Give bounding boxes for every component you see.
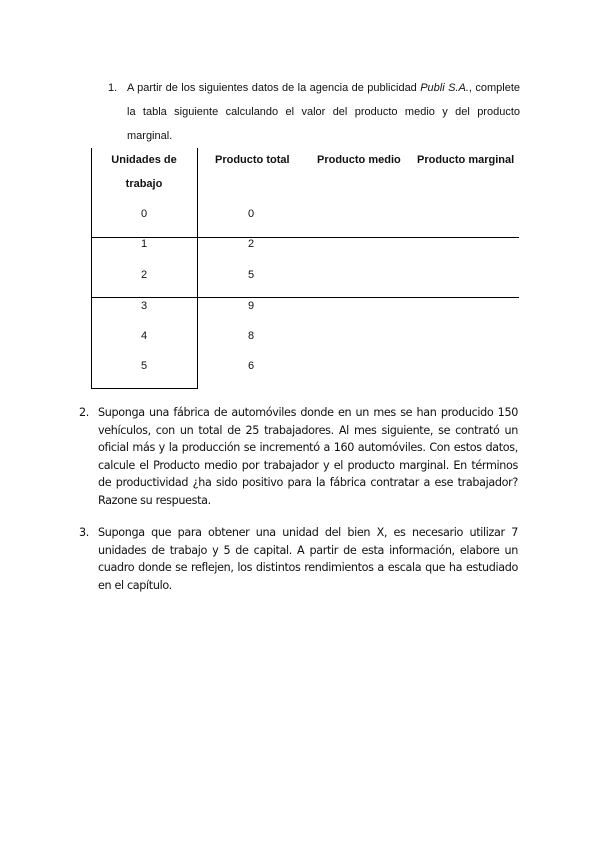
question-2 [79,404,518,509]
production-table [91,148,519,389]
row-5-total: 6 [248,360,255,372]
table-column-divider [197,148,198,389]
row-2-units: 2 [141,269,148,281]
row-3-total: 9 [248,300,255,312]
row-4-units: 4 [141,330,148,342]
header-total-product: Producto total [215,154,290,166]
question-3-number: 3. [79,526,89,539]
question-1-number: 1. [108,82,118,94]
question-1-text-start: A partir de los siguientes datos de la agencia de publicidad [127,82,421,94]
header-marginal-product: Producto marginal [417,154,515,166]
header-units [91,148,197,196]
row-1-total: 2 [248,238,255,250]
question-1 [108,76,520,148]
row-2-total: 5 [248,269,255,281]
question-1-text-end: , complete la tabla siguiente calculando el valor del producto medio y del producto marginal. [127,82,520,142]
table-bottom-border [91,388,197,389]
row-0-units: 0 [141,208,148,220]
row-4-total: 8 [248,330,255,342]
question-1-text [127,76,520,148]
table-row-divider-2 [91,297,519,298]
row-5-units: 5 [141,360,148,372]
header-average-product: Producto medio [317,154,401,166]
question-3 [79,524,518,594]
question-2-text: Suponga una fábrica de automóviles donde en un mes se han producido 150 vehículos, con un total de 25 trabajadores. Al mes siguiente, se contrató un oficial más y la producción se incrementó a 160 automóviles. Con estos datos, calcule el Producto medio por trabajador y el producto marginal. En términos de productividad ¿ha sido positivo para la fábrica contratar a ese trabajador? Razone su respuesta. [98,406,518,507]
header-units-line2: trabajo [125,178,163,190]
row-3-units: 3 [141,300,148,312]
question-2-number: 2. [79,406,89,419]
header-units-line1: Unidades de [111,154,177,166]
row-0-total: 0 [248,208,255,220]
table-row-divider-1 [91,237,519,238]
question-3-text: Suponga que para obtener una unidad del bien X, es necesario utilizar 7 unidades de trabajo y 5 de capital. A partir de esta información, elabore un cuadro donde se reflejen, los distintos rendimientos a escala que ha estudiado en el capítulo. [98,526,518,592]
company-name: Publi S.A. [420,82,469,94]
row-1-units: 1 [141,238,148,250]
